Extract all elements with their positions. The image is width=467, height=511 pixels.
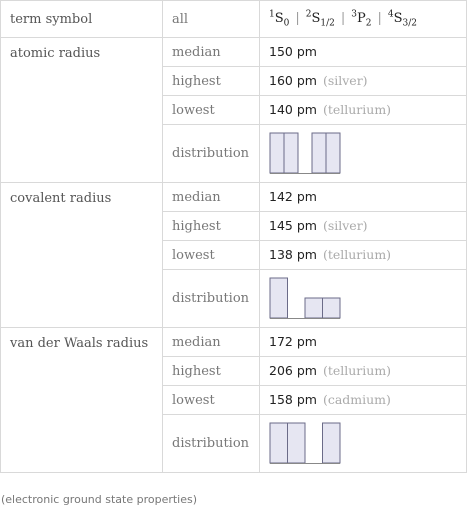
highest-value-cell bbox=[260, 67, 467, 96]
highest-value: 145 pm bbox=[269, 218, 317, 233]
covalent-radius-median-row bbox=[1, 183, 467, 212]
term-3: $^3P_2$ bbox=[351, 9, 372, 29]
lowest-value: 158 pm bbox=[269, 392, 317, 407]
histogram-bar bbox=[270, 133, 284, 173]
term-1: $^1S_0$ bbox=[269, 9, 290, 29]
histogram-bar bbox=[284, 133, 298, 173]
distribution-cell bbox=[260, 415, 467, 473]
property-name-atomic-radius: atomic radius bbox=[1, 38, 163, 183]
distribution-cell bbox=[260, 270, 467, 328]
highest-value-cell bbox=[260, 357, 467, 386]
highest-value: 160 pm bbox=[269, 73, 317, 88]
term-separator: | bbox=[340, 10, 346, 26]
median-label: median bbox=[163, 183, 260, 212]
lowest-value: 138 pm bbox=[269, 247, 317, 262]
term-2: $^2S_{1/2}$ bbox=[305, 9, 335, 29]
distribution-histogram bbox=[269, 277, 341, 321]
histogram-bar bbox=[270, 278, 288, 318]
median-value-cell bbox=[260, 328, 467, 357]
histogram-bar bbox=[288, 423, 306, 463]
median-label: median bbox=[163, 38, 260, 67]
vdw-radius-median-row bbox=[1, 328, 467, 357]
distribution-label: distribution bbox=[163, 415, 260, 473]
property-name-covalent-radius: covalent radius bbox=[1, 183, 163, 328]
header-row bbox=[1, 1, 467, 38]
highest-label: highest bbox=[163, 357, 260, 386]
median-value: 142 pm bbox=[269, 189, 317, 204]
footer-note: (electronic ground state properties) bbox=[1, 493, 198, 506]
highest-value-cell bbox=[260, 212, 467, 241]
header-term-list bbox=[260, 1, 467, 38]
lowest-element-note: (tellurium) bbox=[322, 247, 392, 262]
atomic-radius-median-row bbox=[1, 38, 467, 67]
property-name-van-der-waals-radius: van der Waals radius bbox=[1, 328, 163, 473]
distribution-cell bbox=[260, 125, 467, 183]
highest-element-note: (silver) bbox=[322, 73, 368, 88]
histogram-bar bbox=[270, 423, 288, 463]
lowest-label: lowest bbox=[163, 241, 260, 270]
lowest-value-cell bbox=[260, 386, 467, 415]
median-value-cell bbox=[260, 38, 467, 67]
histogram-bar bbox=[323, 298, 341, 318]
histogram-bar bbox=[305, 298, 323, 318]
lowest-value: 140 pm bbox=[269, 102, 317, 117]
lowest-label: lowest bbox=[163, 386, 260, 415]
median-value: 172 pm bbox=[269, 334, 317, 349]
lowest-element-note: (cadmium) bbox=[322, 392, 391, 407]
term-separator: | bbox=[377, 10, 382, 26]
highest-label: highest bbox=[163, 212, 260, 241]
distribution-histogram bbox=[269, 132, 341, 176]
distribution-label: distribution bbox=[163, 125, 260, 183]
median-value: 150 pm bbox=[269, 44, 317, 59]
histogram-bar bbox=[323, 423, 341, 463]
header-term-symbol: term symbol bbox=[1, 1, 163, 38]
highest-element-note: (tellurium) bbox=[322, 363, 392, 378]
lowest-value-cell bbox=[260, 96, 467, 125]
term-separator: | bbox=[295, 10, 300, 26]
histogram-bar bbox=[312, 133, 326, 173]
median-value-cell bbox=[260, 183, 467, 212]
term-4: $^4S_{3/2}$ bbox=[387, 9, 418, 29]
highest-label: highest bbox=[163, 67, 260, 96]
highest-element-note: (silver) bbox=[322, 218, 368, 233]
histogram-bar bbox=[326, 133, 340, 173]
lowest-label: lowest bbox=[163, 96, 260, 125]
lowest-value-cell bbox=[260, 241, 467, 270]
header-all: all bbox=[163, 1, 260, 38]
median-label: median bbox=[163, 328, 260, 357]
lowest-element-note: (tellurium) bbox=[322, 102, 392, 117]
distribution-label: distribution bbox=[163, 270, 260, 328]
highest-value: 206 pm bbox=[269, 363, 317, 378]
distribution-histogram bbox=[269, 422, 341, 466]
